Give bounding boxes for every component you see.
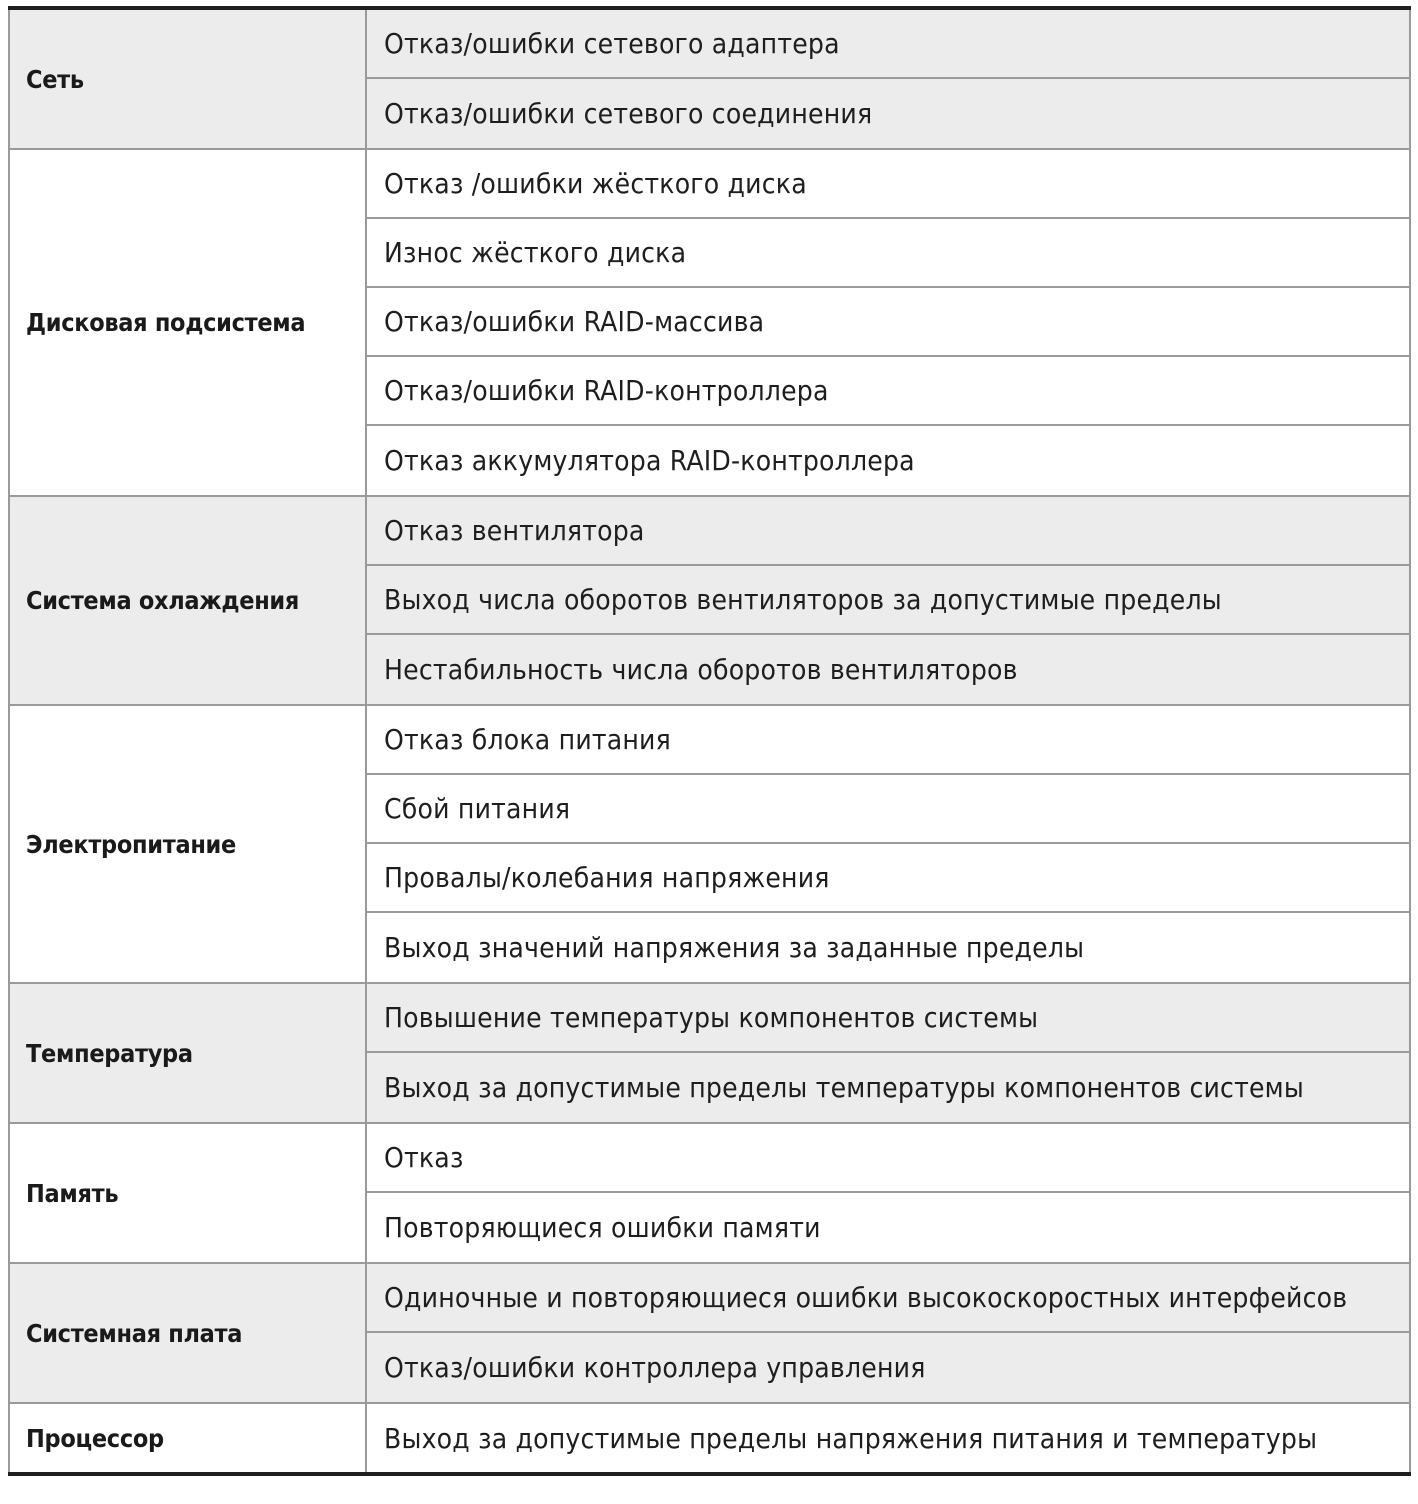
category-label: Процессор xyxy=(10,1404,367,1472)
category-items xyxy=(367,706,1409,982)
category-label: Дисковая подсистема xyxy=(10,150,367,495)
table-row: Отказ xyxy=(367,1124,1409,1193)
category-label: Память xyxy=(10,1124,367,1262)
table-row: Выход числа оборотов вентиляторов за допустимые пределы xyxy=(367,566,1409,635)
table-row: Сбой питания xyxy=(367,775,1409,844)
table-row: Отказ/ошибки RAID-контроллера xyxy=(367,357,1409,426)
category-group xyxy=(8,1264,1411,1404)
category-group xyxy=(8,10,1411,150)
table-row: Износ жёсткого диска xyxy=(367,219,1409,288)
category-items xyxy=(367,1124,1409,1262)
table-row: Повторяющиеся ошибки памяти xyxy=(384,1211,821,1244)
table-row: Отказ/ошибки контроллера управления xyxy=(384,1351,926,1384)
category-items xyxy=(367,10,1409,148)
table-row: Отказ/ошибки сетевого адаптера xyxy=(367,10,1409,79)
table-row: Отказ/ошибки сетевого соединения xyxy=(384,97,873,130)
table-row: Отказ блока питания xyxy=(367,706,1409,775)
category-group xyxy=(8,984,1411,1124)
table-row: Отказ вентилятора xyxy=(367,497,1409,566)
category-label: Система охлаждения xyxy=(10,497,367,704)
category-items xyxy=(367,150,1409,495)
table-row: Нестабильность числа оборотов вентиляторов xyxy=(384,653,1018,686)
table-row: Одиночные и повторяющиеся ошибки высокоскоростных интерфейсов xyxy=(367,1264,1409,1333)
table-row: Отказ/ошибки RAID-массива xyxy=(367,288,1409,357)
category-label: Сеть xyxy=(10,10,367,148)
table-row: Повышение температуры компонентов системы xyxy=(367,984,1409,1053)
category-group xyxy=(8,706,1411,984)
category-label: Температура xyxy=(10,984,367,1122)
category-items xyxy=(367,984,1409,1122)
category-group xyxy=(8,1404,1411,1472)
failure-types-table xyxy=(8,6,1411,1476)
table-row: Выход значений напряжения за заданные пределы xyxy=(384,931,1085,964)
category-items xyxy=(367,1264,1409,1402)
category-items xyxy=(367,1404,1409,1472)
category-label: Электропитание xyxy=(10,706,367,982)
category-items xyxy=(367,497,1409,704)
table-row: Провалы/колебания напряжения xyxy=(367,844,1409,913)
category-group xyxy=(8,150,1411,497)
category-label: Системная плата xyxy=(10,1264,367,1402)
table-row: Выход за допустимые пределы температуры компонентов системы xyxy=(384,1071,1304,1104)
table-row: Отказ /ошибки жёсткого диска xyxy=(367,150,1409,219)
category-group xyxy=(8,1124,1411,1264)
table-row: Выход за допустимые пределы напряжения питания и температуры xyxy=(384,1421,1318,1455)
table-row: Отказ аккумулятора RAID-контроллера xyxy=(384,444,915,477)
category-group xyxy=(8,497,1411,706)
